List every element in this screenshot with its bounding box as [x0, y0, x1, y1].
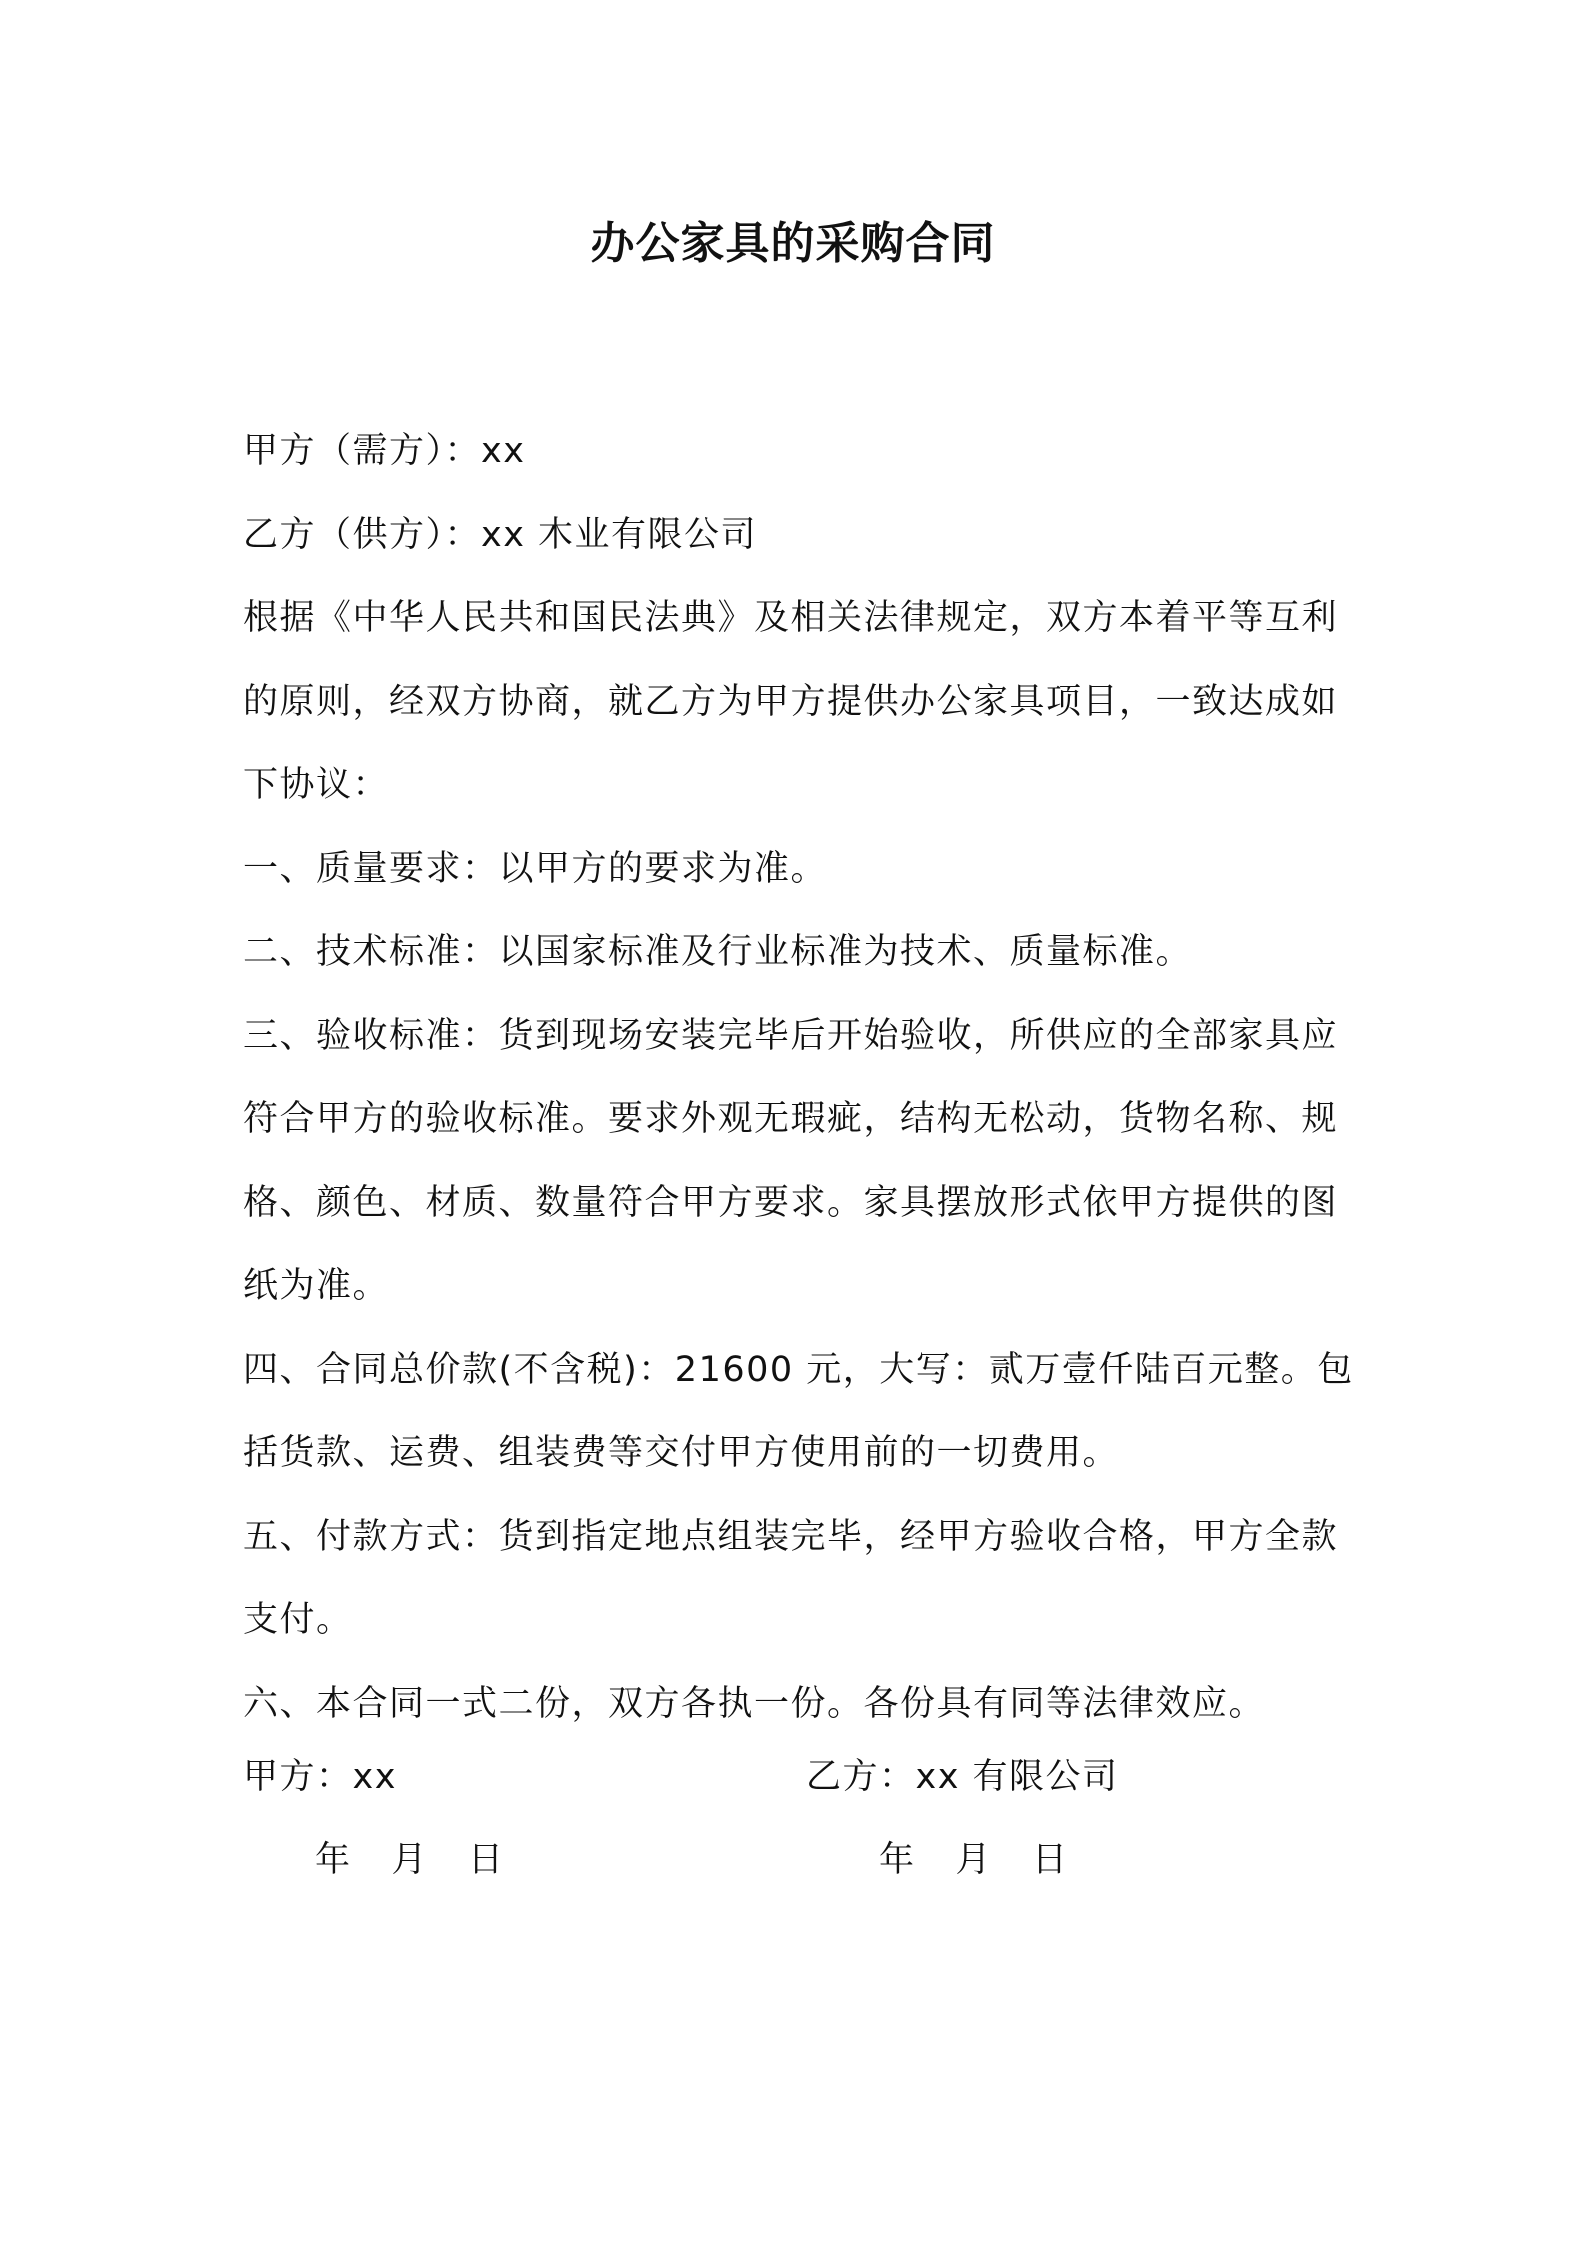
document-body	[243, 410, 1363, 1746]
clause-copies: 六、本合同一式二份，双方各执一份。各份具有同等法律效应。	[243, 1683, 1266, 1724]
clause-acceptance: 三、验收标准：货到现场安装完毕后开始验收，所供应的全部家具应符合甲方的验收标准。要求外观无瑕疵，结构无松动，货物名称、规格、颜色、材质、数量符合甲方要求。家具摆放形式依甲方提供的图纸为准。	[243, 1015, 1339, 1306]
party-a-date	[315, 1830, 505, 1890]
day-label: 日	[1032, 1840, 1069, 1880]
party-b-date	[879, 1830, 1069, 1890]
year-label: 年	[879, 1840, 916, 1880]
party-a-line: 甲方（需方）：xx	[243, 431, 526, 471]
year-label: 年	[315, 1840, 352, 1880]
party-a-signature: 甲方：xx	[243, 1757, 397, 1797]
preamble-paragraph: 根据《中华人民共和国民法典》及相关法律规定，双方本着平等互利的原则，经双方协商，就乙方为甲方提供办公家具项目，一致达成如下协议：	[243, 598, 1339, 805]
clause-payment: 五、付款方式：货到指定地点组装完毕，经甲方验收合格，甲方全款支付。	[243, 1516, 1339, 1640]
party-b-signature: 乙方：xx 有限公司	[806, 1757, 1119, 1797]
day-label: 日	[468, 1840, 505, 1880]
month-label: 月	[955, 1840, 993, 1880]
clause-total-price: 四、合同总价款(不含税)：21600 元，大写：贰万壹仟陆百元整。包括货款、运费、组装费等交付甲方使用前的一切费用。	[243, 1349, 1354, 1473]
clause-technical-standard: 二、技术标准：以国家标准及行业标准为技术、质量标准。	[243, 932, 1193, 972]
clause-quality: 一、质量要求：以甲方的要求为准。	[243, 848, 828, 889]
month-label: 月	[391, 1840, 429, 1880]
party-b-line: 乙方（供方）：xx 木业有限公司	[243, 514, 758, 555]
document-title: 办公家具的采购合同	[590, 218, 996, 269]
